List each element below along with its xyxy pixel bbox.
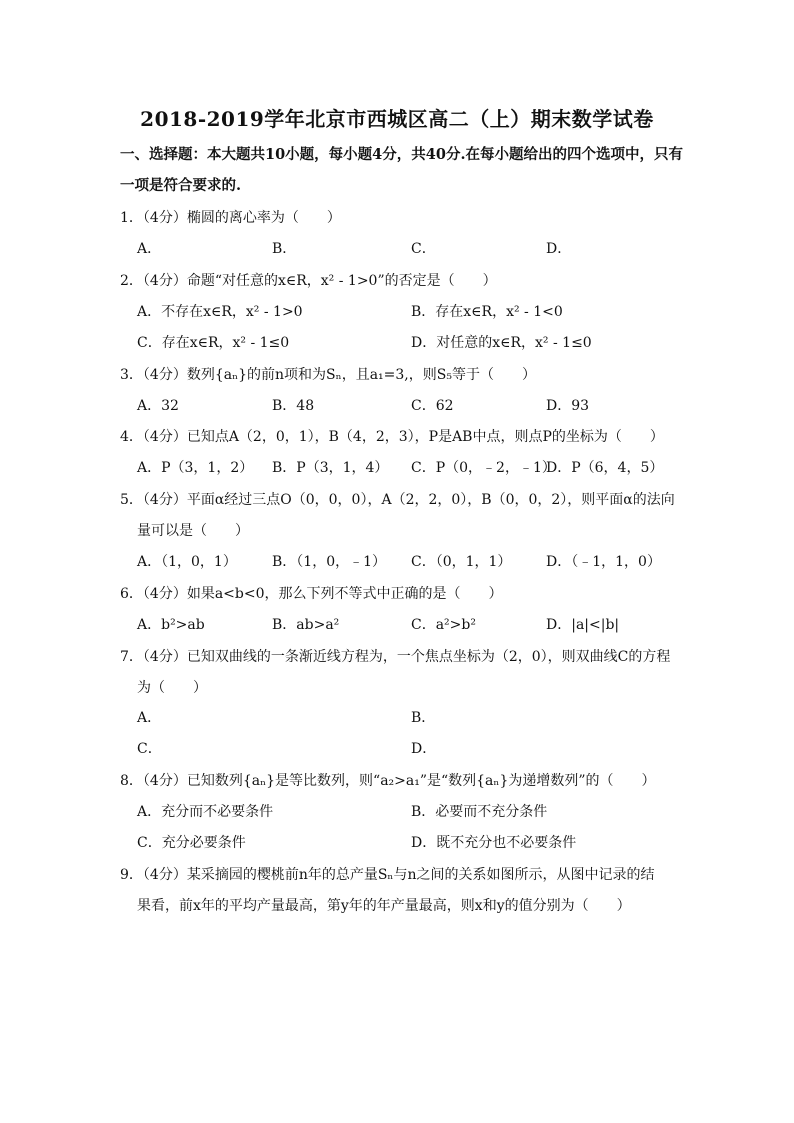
question-2-stem: 2．（4分）命题“对任意的x∈R，x² - 1>0”的否定是（ ） bbox=[120, 273, 497, 289]
question-6-option-c: C．a²>b² bbox=[411, 617, 476, 633]
question-3-option-c: C．62 bbox=[411, 398, 454, 414]
section-heading-line-1: 一、选择题：本大题共10小题，每小题4分，共40分.在每小题给出的四个选项中，只有 bbox=[120, 146, 683, 163]
question-2-option-c: C．存在x∈R，x² - 1≤0 bbox=[137, 335, 290, 351]
question-4-option-a: A．P（3，1，2） bbox=[137, 460, 254, 476]
question-3-stem: 3．（4分）数列{aₙ}的前n项和为Sₙ，且a₁=3,，则S₅等于（ ） bbox=[120, 367, 536, 383]
question-6-option-b: B．ab>a² bbox=[272, 617, 340, 633]
question-9-stem-line-1: 9．（4分）某采摘园的樱桃前n年的总产量Sₙ与n之间的关系如图所示，从图中记录的结 bbox=[120, 867, 655, 883]
question-2-option-d: D．对任意的x∈R，x² - 1≤0 bbox=[411, 335, 592, 351]
question-1-option-b: B． bbox=[272, 241, 297, 257]
question-2-option-b: B．存在x∈R，x² - 1<0 bbox=[411, 304, 563, 320]
question-4-option-d: D．P（6，4，5） bbox=[546, 460, 664, 476]
question-7-option-a: A． bbox=[137, 710, 162, 726]
question-9-stem-line-2: 果看，前x年的平均产量最高，第y年的年产量最高，则x和y的值分别为（ ） bbox=[137, 898, 631, 914]
question-8-stem: 8．（4分）已知数列{aₙ}是等比数列，则“a₂>a₁”是“数列{aₙ}为递增数列”的（ ） bbox=[120, 773, 656, 789]
question-6-option-a: A．b²>ab bbox=[137, 617, 205, 633]
section-heading bbox=[120, 139, 685, 201]
question-7-option-d: D． bbox=[411, 741, 437, 757]
question-4-option-b: B．P（3，1，4） bbox=[272, 460, 389, 476]
question-3-option-b: B．48 bbox=[272, 398, 315, 414]
question-7-stem-line-1: 7．（4分）已知双曲线的一条渐近线方程为，一个焦点坐标为（2，0），则双曲线C的方程 bbox=[120, 649, 671, 665]
question-5-option-c: C．（0，1，1） bbox=[411, 554, 512, 570]
question-8-option-a: A．充分而不必要条件 bbox=[137, 804, 274, 820]
question-1-option-d: D． bbox=[546, 241, 572, 257]
question-7-stem-line-2: 为（ ） bbox=[137, 680, 207, 696]
question-5-option-a: A．（1，0，1） bbox=[137, 554, 237, 570]
question-3-option-a: A．32 bbox=[137, 398, 179, 414]
question-1-option-a: A． bbox=[137, 241, 162, 257]
question-5-option-d: D．（﹣1，1，0） bbox=[546, 554, 661, 570]
question-1-option-c: C． bbox=[411, 241, 436, 257]
question-5-stem-line-2: 量可以是（ ） bbox=[137, 523, 249, 539]
question-6-option-d: D．|a|<|b| bbox=[546, 617, 620, 633]
question-2-option-a: A．不存在x∈R，x² - 1>0 bbox=[137, 304, 303, 320]
question-7-option-b: B． bbox=[411, 710, 436, 726]
question-1-stem: 1．（4分）椭圆的离心率为（ ） bbox=[120, 210, 341, 226]
section-heading-line-2: 一项是符合要求的. bbox=[120, 177, 242, 194]
question-8-option-d: D．既不充分也不必要条件 bbox=[411, 835, 577, 851]
question-5-stem-line-1: 5．（4分）平面α经过三点O（0，0，0），A（2，2，0），B（0，0，2），则平面α的法向 bbox=[120, 492, 675, 508]
question-3-option-d: D．93 bbox=[546, 398, 590, 414]
exam-title: 2018-2019学年北京市西城区高二（上）期末数学试卷 bbox=[140, 107, 654, 131]
question-7-option-c: C． bbox=[137, 741, 162, 757]
question-8-option-c: C．充分必要条件 bbox=[137, 835, 246, 851]
question-6-stem: 6．（4分）如果a<b<0，那么下列不等式中正确的是（ ） bbox=[120, 586, 503, 602]
question-4-option-c: C．P（0，﹣2，﹣1） bbox=[411, 460, 556, 476]
question-5-option-b: B．（1，0，﹣1） bbox=[272, 554, 387, 570]
question-8-option-b: B．必要而不充分条件 bbox=[411, 804, 548, 820]
question-4-stem: 4．（4分）已知点A（2，0，1），B（4，2，3），P是AB中点，则点P的坐标为（ ） bbox=[120, 429, 664, 445]
